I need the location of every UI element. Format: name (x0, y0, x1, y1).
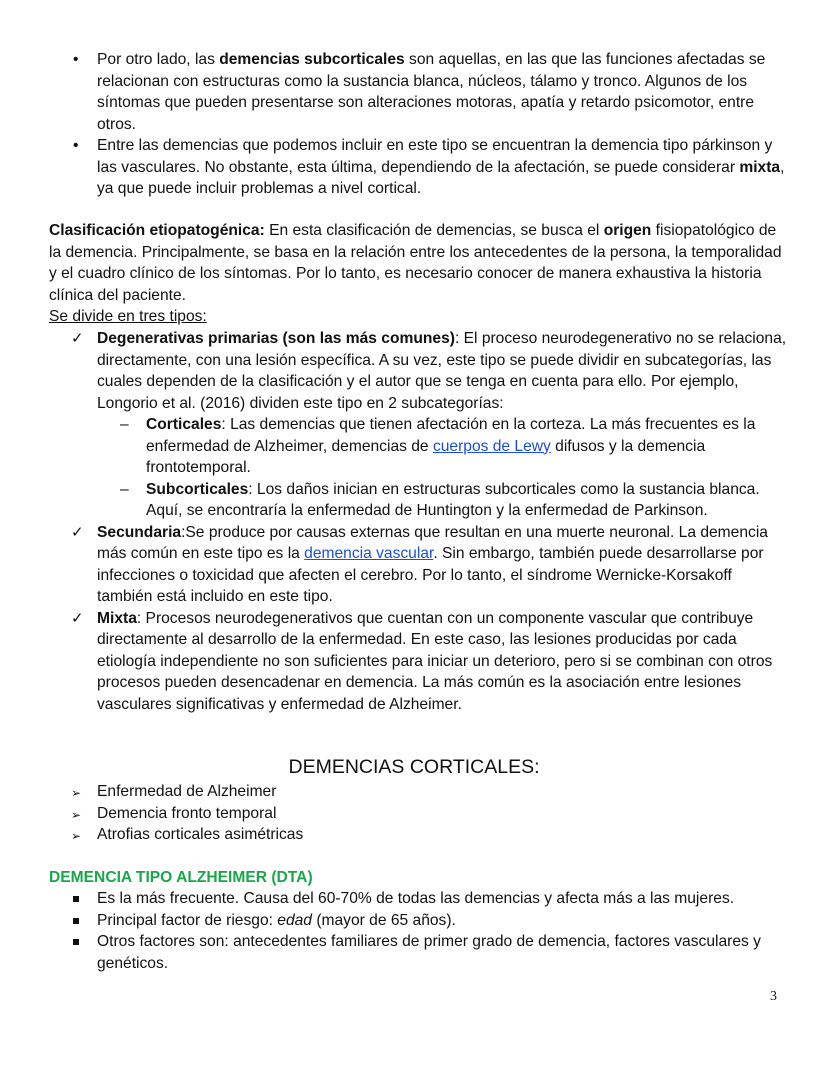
square-bullet-icon (73, 939, 79, 945)
etio-text: fisiopatológico de la demencia. Principalmente, se basa en la relación entre los antecedentes de la persona, la temporalidad y el cuadro clínico de los síntomas. Por lo tanto, es necesario conocer de manera exhaustiva la historia clínica del paciente. (49, 222, 782, 304)
checkmark-icon: ✓ (71, 330, 84, 347)
list-item-text: son aquellas, en las que las funciones afectadas se relacionan con estructuras como la sustancia blanca, núcleos, tálamo y tronco. Algunos de los síntomas que pueden presentarse son alteraciones motoras, apatía y retardo psicomotor, entre otros. (97, 51, 766, 133)
list-item (71, 824, 787, 846)
types-list (71, 328, 787, 715)
lewy-link[interactable]: cuerpos de Lewy (432, 437, 551, 455)
list-item (71, 328, 787, 522)
list-item-bold: mixta (739, 158, 781, 176)
type-text: : Procesos neurodegenerativos que cuentan con un componente vascular que contribuye directamente al desarrollo de la enfermedad. En este caso, las lesiones producidas por cada etiología independiente no son suficientes para iniciar un deterioro, pero si se combinan con otros procesos pueden desencadenar en demencia. La más común es la asociación entre lesiones vasculares significativas y enfermedad de Alzheimer. (97, 609, 773, 713)
arrowhead-bullet-icon: ➢ (71, 786, 82, 800)
list-item-text: Demencia fronto temporal (97, 804, 277, 822)
list-item-text: Es la más frecuente. Causa del 60-70% de todas las demencias y afecta más a las mujeres. (97, 890, 735, 907)
etio-bold-origen: origen (603, 222, 652, 239)
list-item (97, 910, 787, 932)
list-item (71, 803, 787, 825)
list-item-text: Atrofias corticales asimétricas (97, 826, 304, 843)
subcategory-text: : Los daños inician en estructuras subcorticales como la sustancia blanca. Aquí, se encontraría la enfermedad de Huntington y la enfermedad de Parkinson. (146, 480, 760, 519)
type-bold: Mixta (97, 609, 137, 627)
list-item-text: , ya que puede incluir problemas a nivel cortical. (97, 158, 785, 197)
list-item (71, 608, 787, 716)
type-text: : El proceso neurodegenerativo no se relaciona, directamente, con una lesión específica. A su vez, este tipo se puede dividir en subcategorías, las cuales dependen de la clasificación y el autor que se tenga en cuenta para ello. Por ejemplo, Longorio et al. (2016) dividen este tipo en 2 subcategorías: (97, 330, 787, 412)
vascular-link[interactable]: demencia vascular (304, 545, 434, 562)
dash-icon: – (120, 480, 129, 498)
etio-label: Clasificación etiopatogénica: (49, 222, 265, 239)
list-item (120, 414, 787, 479)
list-item-bold: demencias subcorticales (219, 51, 405, 68)
arrowhead-bullet-icon: ➢ (71, 829, 82, 843)
dash-icon: – (120, 416, 129, 433)
dta-title: DEMENCIA TIPO ALZHEIMER (DTA) (49, 869, 313, 886)
etio-divide-label: Se divide en tres tipos: (49, 308, 207, 325)
bullet-dot-icon: • (73, 137, 79, 154)
etio-paragraph (49, 220, 785, 328)
list-item-text: (mayor de 65 años). (311, 911, 456, 929)
page-number: 3 (770, 989, 777, 1004)
bullet-dot-icon: • (73, 51, 79, 68)
checkmark-icon: ✓ (71, 609, 84, 627)
list-item-text: Por otro lado, las (97, 51, 220, 68)
section-heading: DEMENCIAS CORTICALES: (288, 756, 540, 778)
arrowhead-bullet-icon: ➢ (71, 807, 82, 822)
square-bullet-icon (73, 918, 79, 924)
type-text: :Se produce por causas externas que resultan en una muerte neuronal. La demencia más común en este tipo es la (97, 523, 768, 562)
list-item (120, 479, 787, 522)
list-item-text: Otros factores son: antecedentes familiares de primer grado de demencia, factores vasculares y genéticos. (97, 933, 761, 972)
list-item (73, 135, 787, 200)
list-item-text: Entre las demencias que podemos incluir en este tipo se encuentran la demencia tipo párkinson y las vasculares. No obstante, esta última, dependiendo de la afectación, se puede considerar (97, 137, 773, 176)
type-bold: Degenerativas primarias (son las más comunes) (97, 330, 455, 347)
subcategory-bold: Corticales (146, 416, 222, 433)
list-item-text: Principal factor de riesgo: (97, 911, 278, 929)
subcategory-text: difusos y la demencia frontotemporal. (146, 437, 706, 476)
square-bullet-icon (73, 896, 79, 902)
subcategory-text: : Las demencias que tienen afectación en la corteza. La más frecuentes es la enfermedad de Alzheimer, demencias de (146, 416, 756, 455)
list-item (73, 49, 787, 135)
list-item (71, 522, 787, 608)
etio-text: En esta clasificación de demencias, se busca el (264, 222, 604, 239)
list-item (97, 931, 787, 974)
list-item (71, 781, 787, 803)
list-item-text: Enfermedad de Alzheimer (97, 783, 277, 800)
subcortical-bullet-list (73, 49, 787, 200)
checkmark-icon: ✓ (71, 523, 84, 541)
list-item-italic: edad (277, 911, 312, 929)
dta-list (97, 888, 787, 974)
subcategory-list (120, 414, 787, 522)
corticales-list (71, 781, 787, 846)
subcategory-bold: Subcorticales (146, 480, 249, 498)
type-bold: Secundaria (97, 523, 182, 541)
list-item (97, 888, 787, 910)
type-text: . Sin embargo, también puede desarrollarse por infecciones o toxicidad que afecten el cerebro. Por lo tanto, el síndrome Wernicke-Korsakoff también está incluido en este tipo. (97, 545, 764, 605)
